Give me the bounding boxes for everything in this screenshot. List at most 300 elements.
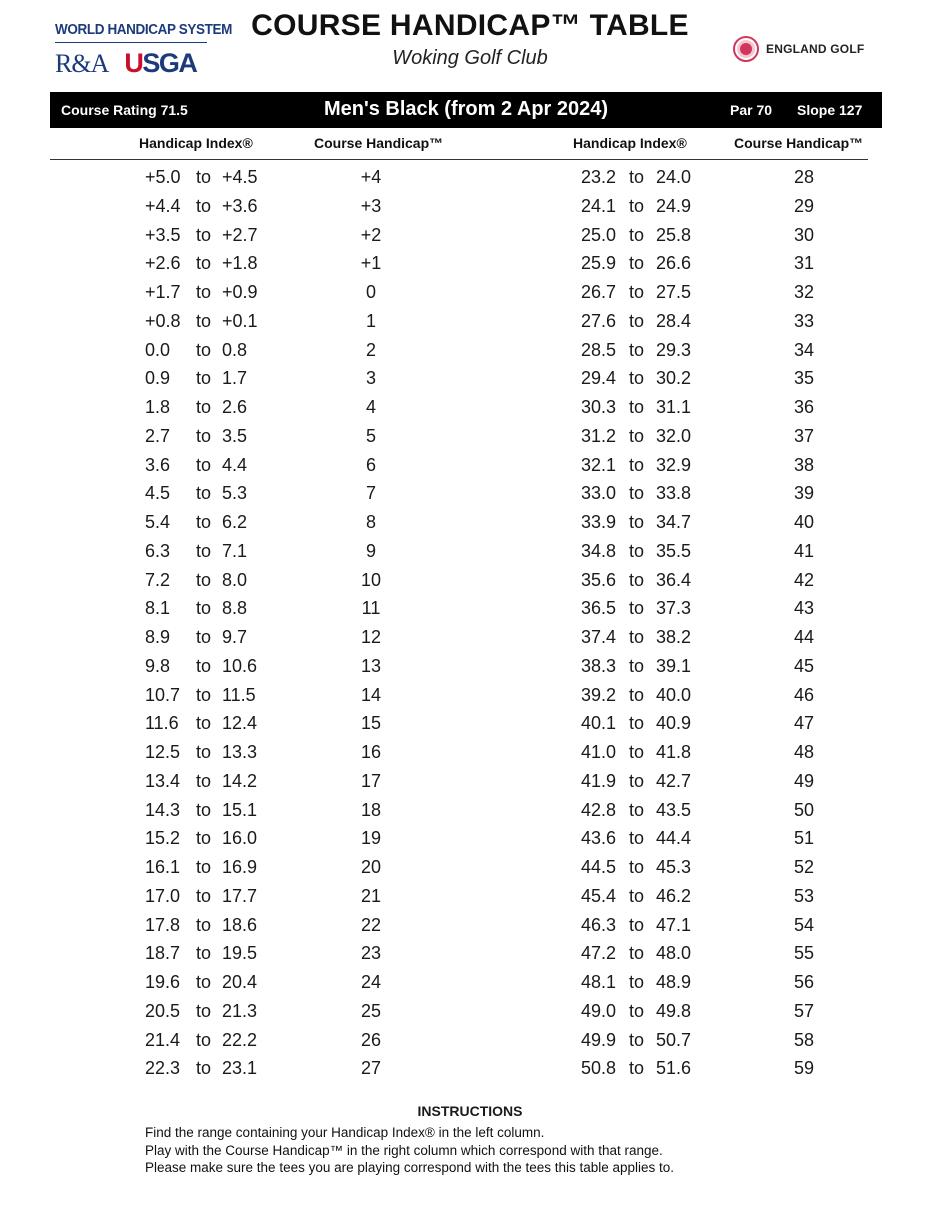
right-index-from: 30.3 <box>581 397 617 417</box>
right-index-from: 33.9 <box>581 512 617 532</box>
right-index-to: 26.6 <box>656 253 692 274</box>
right-to-label: to <box>629 224 645 245</box>
left-index-to: 8.0 <box>222 569 248 590</box>
left-course-handicap: 20 <box>360 857 382 877</box>
left-to-label: to <box>196 943 212 964</box>
club-name: Woking Golf Club <box>392 47 548 69</box>
right-to-label: to <box>629 282 645 302</box>
left-index-from: 11.6 <box>145 713 179 734</box>
left-index-to: 15.1 <box>222 799 258 820</box>
table-row <box>0 709 940 738</box>
right-course-handicap: 45 <box>793 655 815 676</box>
left-index-to: 8.8 <box>222 598 248 619</box>
right-index-to: 46.2 <box>656 885 692 906</box>
handicap-table <box>0 163 940 1083</box>
left-to-label: to <box>196 914 212 935</box>
table-row <box>0 1026 940 1055</box>
left-index-to: 0.8 <box>222 339 248 360</box>
left-index-from: +4.4 <box>145 195 181 216</box>
left-index-to: 21.3 <box>222 1000 258 1021</box>
right-to-label: to <box>629 885 645 906</box>
table-row <box>0 939 940 968</box>
table-row <box>0 479 940 508</box>
rose-icon <box>733 36 759 62</box>
left-index-from: 1.8 <box>145 397 171 417</box>
left-course-handicap: +1 <box>360 253 382 274</box>
right-to-label: to <box>629 684 645 705</box>
right-index-from: 40.1 <box>581 713 617 734</box>
right-index-from: 31.2 <box>581 425 617 446</box>
left-index-from: 0.0 <box>145 339 171 360</box>
right-index-from: 27.6 <box>581 310 617 331</box>
left-to-label: to <box>196 598 212 619</box>
left-index-to: 14.2 <box>222 770 258 791</box>
left-index-from: 19.6 <box>145 972 181 992</box>
left-course-handicap: 19 <box>360 828 382 849</box>
right-index-from: 45.4 <box>581 885 617 906</box>
right-index-to: 29.3 <box>656 339 692 360</box>
right-index-to: 24.9 <box>656 195 692 216</box>
left-index-to: 19.5 <box>222 943 258 964</box>
table-row <box>0 192 940 221</box>
table-row <box>0 221 940 250</box>
right-course-handicap: 58 <box>793 1029 815 1050</box>
right-index-to: 24.0 <box>656 167 692 187</box>
left-course-handicap: 15 <box>360 713 382 734</box>
right-course-handicap: 44 <box>793 627 815 647</box>
column-header-left-index: Handicap Index® <box>139 135 253 151</box>
right-to-label: to <box>629 310 645 331</box>
left-course-handicap: 25 <box>360 1000 382 1021</box>
table-row <box>0 278 940 307</box>
left-index-to: +4.5 <box>222 167 258 187</box>
right-to-label: to <box>629 857 645 877</box>
right-index-from: 33.0 <box>581 483 617 504</box>
left-index-to: 16.0 <box>222 828 258 849</box>
instruction-line: Find the range containing your Handicap Index® in the left column. <box>145 1125 545 1140</box>
right-to-label: to <box>629 713 645 734</box>
right-index-from: 36.5 <box>581 598 617 619</box>
left-index-from: 5.4 <box>145 512 171 532</box>
right-index-to: 41.8 <box>656 742 692 762</box>
header-divider <box>50 159 868 160</box>
right-index-from: 49.0 <box>581 1000 617 1021</box>
right-to-label: to <box>629 540 645 561</box>
table-row <box>0 336 940 365</box>
table-row <box>0 307 940 336</box>
slope-label: Slope 127 <box>797 102 863 118</box>
left-to-label: to <box>196 799 212 820</box>
right-index-from: 23.2 <box>581 167 617 187</box>
right-course-handicap: 48 <box>793 742 815 762</box>
right-course-handicap: 51 <box>793 828 815 849</box>
left-index-from: 21.4 <box>145 1029 181 1050</box>
right-course-handicap: 40 <box>793 512 815 532</box>
right-index-from: 41.9 <box>581 770 617 791</box>
right-index-from: 25.0 <box>581 224 617 245</box>
left-index-from: 2.7 <box>145 425 171 446</box>
right-course-handicap: 28 <box>793 167 815 187</box>
left-course-handicap: 17 <box>360 770 382 791</box>
right-course-handicap: 33 <box>793 310 815 331</box>
left-index-to: +0.1 <box>222 310 258 331</box>
right-course-handicap: 46 <box>793 684 815 705</box>
left-course-handicap: 16 <box>360 742 382 762</box>
right-course-handicap: 38 <box>793 454 815 475</box>
left-index-to: 4.4 <box>222 454 248 475</box>
right-to-label: to <box>629 770 645 791</box>
right-index-to: 49.8 <box>656 1000 692 1021</box>
left-to-label: to <box>196 310 212 331</box>
right-index-from: 48.1 <box>581 972 617 992</box>
left-index-from: 7.2 <box>145 569 171 590</box>
table-row <box>0 796 940 825</box>
right-index-to: 45.3 <box>656 857 692 877</box>
right-course-handicap: 41 <box>793 540 815 561</box>
right-course-handicap: 42 <box>793 569 815 590</box>
left-to-label: to <box>196 828 212 849</box>
left-course-handicap: 14 <box>360 684 382 705</box>
table-row <box>0 767 940 796</box>
right-index-to: 32.0 <box>656 425 692 446</box>
left-index-from: 8.1 <box>145 598 171 619</box>
right-to-label: to <box>629 512 645 532</box>
right-index-to: 50.7 <box>656 1029 692 1050</box>
left-to-label: to <box>196 425 212 446</box>
left-index-to: +0.9 <box>222 282 258 302</box>
england-golf-logo <box>733 36 864 62</box>
left-course-handicap: 21 <box>360 885 382 906</box>
table-row <box>0 422 940 451</box>
right-index-from: 28.5 <box>581 339 617 360</box>
right-course-handicap: 56 <box>793 972 815 992</box>
left-to-label: to <box>196 368 212 389</box>
right-index-to: 40.0 <box>656 684 692 705</box>
right-index-to: 38.2 <box>656 627 692 647</box>
left-to-label: to <box>196 1000 212 1021</box>
left-index-from: 15.2 <box>145 828 181 849</box>
page-title: COURSE HANDICAP™ TABLE <box>251 9 689 42</box>
left-course-handicap: 2 <box>365 339 376 360</box>
left-index-to: 20.4 <box>222 972 258 992</box>
left-index-to: 7.1 <box>222 540 248 561</box>
right-index-from: 49.9 <box>581 1029 617 1050</box>
right-index-to: 30.2 <box>656 368 692 389</box>
left-course-handicap: 1 <box>365 310 376 331</box>
left-course-handicap: 24 <box>360 972 382 992</box>
right-course-handicap: 54 <box>793 914 815 935</box>
right-course-handicap: 34 <box>793 339 815 360</box>
instructions-text <box>145 1124 674 1177</box>
table-row <box>0 451 940 480</box>
right-course-handicap: 59 <box>793 1058 815 1079</box>
left-course-handicap: 13 <box>360 655 382 676</box>
left-index-to: 10.6 <box>222 655 258 676</box>
right-course-handicap: 53 <box>793 885 815 906</box>
right-to-label: to <box>629 943 645 964</box>
left-index-to: 22.2 <box>222 1029 258 1050</box>
right-course-handicap: 47 <box>793 713 815 734</box>
right-index-to: 44.4 <box>656 828 692 849</box>
left-course-handicap: 22 <box>360 914 382 935</box>
right-index-from: 47.2 <box>581 943 617 964</box>
left-index-to: 23.1 <box>222 1058 258 1079</box>
right-index-from: 38.3 <box>581 655 617 676</box>
right-index-to: 36.4 <box>656 569 692 590</box>
right-index-to: 43.5 <box>656 799 692 820</box>
left-index-from: 9.8 <box>145 655 171 676</box>
left-index-to: 9.7 <box>222 627 248 647</box>
left-index-from: 13.4 <box>145 770 181 791</box>
left-index-to: +2.7 <box>222 224 258 245</box>
right-to-label: to <box>629 972 645 992</box>
table-row <box>0 652 940 681</box>
right-to-label: to <box>629 914 645 935</box>
left-course-handicap: 10 <box>360 569 382 590</box>
right-index-to: 42.7 <box>656 770 692 791</box>
table-row <box>0 163 940 192</box>
table-row <box>0 824 940 853</box>
right-index-from: 39.2 <box>581 684 617 705</box>
left-course-handicap: 27 <box>360 1058 382 1079</box>
right-course-handicap: 35 <box>793 368 815 389</box>
usga-logo: USGA <box>124 48 197 78</box>
left-to-label: to <box>196 167 212 187</box>
right-course-handicap: 43 <box>793 598 815 619</box>
table-row <box>0 738 940 767</box>
right-index-to: 47.1 <box>656 914 692 935</box>
left-course-handicap: 0 <box>365 282 376 302</box>
left-course-handicap: +2 <box>360 224 382 245</box>
left-course-handicap: 9 <box>365 540 376 561</box>
table-row <box>0 681 940 710</box>
right-to-label: to <box>629 569 645 590</box>
right-index-from: 34.8 <box>581 540 617 561</box>
left-index-to: 17.7 <box>222 885 258 906</box>
right-index-to: 48.9 <box>656 972 692 992</box>
left-index-from: 12.5 <box>145 742 181 762</box>
right-index-to: 28.4 <box>656 310 692 331</box>
left-index-from: 16.1 <box>145 857 181 877</box>
right-course-handicap: 31 <box>793 253 815 274</box>
right-course-handicap: 50 <box>793 799 815 820</box>
left-index-from: 18.7 <box>145 943 181 964</box>
tee-label: Men's Black (from 2 Apr 2024) <box>323 98 609 120</box>
right-index-from: 42.8 <box>581 799 617 820</box>
left-course-handicap: 4 <box>365 397 376 417</box>
table-row <box>0 249 940 278</box>
right-to-label: to <box>629 1058 645 1079</box>
left-index-from: 8.9 <box>145 627 171 647</box>
right-course-handicap: 57 <box>793 1000 815 1021</box>
left-to-label: to <box>196 655 212 676</box>
right-to-label: to <box>629 742 645 762</box>
right-index-from: 46.3 <box>581 914 617 935</box>
left-to-label: to <box>196 483 212 504</box>
right-index-from: 32.1 <box>581 454 617 475</box>
right-to-label: to <box>629 483 645 504</box>
left-index-to: 1.7 <box>222 368 248 389</box>
right-index-to: 31.1 <box>656 397 692 417</box>
ra-logo: R&A <box>55 49 109 78</box>
instruction-line: Play with the Course Handicap™ in the right column which correspond with that range. <box>145 1142 663 1158</box>
right-index-from: 35.6 <box>581 569 617 590</box>
table-row <box>0 594 940 623</box>
right-index-from: 26.7 <box>581 282 617 302</box>
left-to-label: to <box>196 972 212 992</box>
right-index-to: 33.8 <box>656 483 692 504</box>
left-index-to: 11.5 <box>222 684 256 705</box>
left-to-label: to <box>196 569 212 590</box>
table-row <box>0 997 940 1026</box>
right-to-label: to <box>629 195 645 216</box>
left-to-label: to <box>196 282 212 302</box>
right-index-to: 27.5 <box>656 282 692 302</box>
left-index-to: 6.2 <box>222 512 248 532</box>
left-to-label: to <box>196 512 212 532</box>
left-index-from: 0.9 <box>145 368 171 389</box>
right-course-handicap: 49 <box>793 770 815 791</box>
left-course-handicap: +3 <box>360 195 382 216</box>
left-course-handicap: 23 <box>360 943 382 964</box>
right-index-to: 25.8 <box>656 224 692 245</box>
right-course-handicap: 29 <box>793 195 815 216</box>
right-to-label: to <box>629 1000 645 1021</box>
table-row <box>0 968 940 997</box>
left-to-label: to <box>196 770 212 791</box>
left-index-from: +5.0 <box>145 167 181 187</box>
right-to-label: to <box>629 368 645 389</box>
column-header-left-course-handicap: Course Handicap™ <box>314 135 444 151</box>
right-to-label: to <box>629 425 645 446</box>
right-to-label: to <box>629 828 645 849</box>
left-to-label: to <box>196 397 212 417</box>
left-index-to: 2.6 <box>222 397 248 417</box>
left-index-from: +0.8 <box>145 310 181 331</box>
left-index-to: 13.3 <box>222 742 258 762</box>
table-row <box>0 882 940 911</box>
right-course-handicap: 32 <box>793 282 815 302</box>
table-row <box>0 853 940 882</box>
left-course-handicap: 3 <box>365 368 376 389</box>
left-index-from: 20.5 <box>145 1000 181 1021</box>
table-row <box>0 623 940 652</box>
left-index-from: +1.7 <box>145 282 181 302</box>
left-index-from: 14.3 <box>145 799 181 820</box>
right-to-label: to <box>629 655 645 676</box>
right-index-from: 25.9 <box>581 253 617 274</box>
left-to-label: to <box>196 713 212 734</box>
right-to-label: to <box>629 253 645 274</box>
right-index-to: 39.1 <box>656 655 692 676</box>
table-row <box>0 508 940 537</box>
left-course-handicap: 18 <box>360 799 382 820</box>
left-to-label: to <box>196 253 212 274</box>
left-index-from: +3.5 <box>145 224 181 245</box>
right-index-from: 44.5 <box>581 857 617 877</box>
right-to-label: to <box>629 454 645 475</box>
left-to-label: to <box>196 339 212 360</box>
right-to-label: to <box>629 627 645 647</box>
left-index-to: 18.6 <box>222 914 258 935</box>
left-course-handicap: 11 <box>361 598 381 619</box>
table-row <box>0 566 940 595</box>
left-index-from: 17.8 <box>145 914 181 935</box>
table-row <box>0 1054 940 1083</box>
right-to-label: to <box>629 799 645 820</box>
right-course-handicap: 39 <box>793 483 815 504</box>
left-to-label: to <box>196 857 212 877</box>
left-index-from: 10.7 <box>145 684 181 705</box>
left-index-from: 4.5 <box>145 483 171 504</box>
left-index-from: 3.6 <box>145 454 171 475</box>
right-index-from: 41.0 <box>581 742 617 762</box>
left-course-handicap: 6 <box>365 454 376 475</box>
course-rating: Course Rating 71.5 <box>61 102 188 118</box>
right-to-label: to <box>629 1029 645 1050</box>
right-to-label: to <box>629 598 645 619</box>
right-index-to: 48.0 <box>656 943 692 964</box>
table-row <box>0 393 940 422</box>
right-course-handicap: 52 <box>793 857 815 877</box>
left-to-label: to <box>196 742 212 762</box>
left-index-to: 16.9 <box>222 857 258 877</box>
right-index-to: 34.7 <box>656 512 692 532</box>
right-to-label: to <box>629 167 645 187</box>
left-index-from: 6.3 <box>145 540 171 561</box>
right-index-to: 32.9 <box>656 454 692 475</box>
left-index-to: +1.8 <box>222 253 258 274</box>
left-index-to: 5.3 <box>222 483 248 504</box>
left-to-label: to <box>196 1058 212 1079</box>
left-to-label: to <box>196 627 212 647</box>
right-course-handicap: 55 <box>793 943 815 964</box>
left-course-handicap: 26 <box>360 1029 382 1050</box>
right-index-from: 37.4 <box>581 627 617 647</box>
left-to-label: to <box>196 540 212 561</box>
right-course-handicap: 30 <box>793 224 815 245</box>
right-index-from: 43.6 <box>581 828 617 849</box>
left-index-from: 17.0 <box>145 885 181 906</box>
left-course-handicap: 8 <box>365 512 376 532</box>
left-to-label: to <box>196 684 212 705</box>
par-label: Par 70 <box>730 102 773 118</box>
left-to-label: to <box>196 885 212 906</box>
right-index-to: 51.6 <box>656 1058 692 1079</box>
left-to-label: to <box>196 1029 212 1050</box>
right-course-handicap: 37 <box>793 425 815 446</box>
right-index-from: 29.4 <box>581 368 617 389</box>
left-index-to: 3.5 <box>222 425 248 446</box>
whs-logo-text: WORLD HANDICAP SYSTEM <box>55 22 232 38</box>
right-index-to: 35.5 <box>656 540 692 561</box>
table-row <box>0 364 940 393</box>
left-course-handicap: 7 <box>365 483 376 504</box>
table-row <box>0 911 940 940</box>
left-index-to: 12.4 <box>222 713 258 734</box>
left-index-from: +2.6 <box>145 253 181 274</box>
right-course-handicap: 36 <box>793 397 815 417</box>
left-course-handicap: 12 <box>360 627 382 647</box>
table-row <box>0 537 940 566</box>
column-header-right-course-handicap: Course Handicap™ <box>734 135 864 151</box>
column-header-right-index: Handicap Index® <box>573 135 687 151</box>
instructions-title: INSTRUCTIONS <box>417 1103 523 1119</box>
left-to-label: to <box>196 195 212 216</box>
right-to-label: to <box>629 339 645 360</box>
right-index-from: 24.1 <box>581 195 617 216</box>
left-course-handicap: +4 <box>360 167 382 187</box>
